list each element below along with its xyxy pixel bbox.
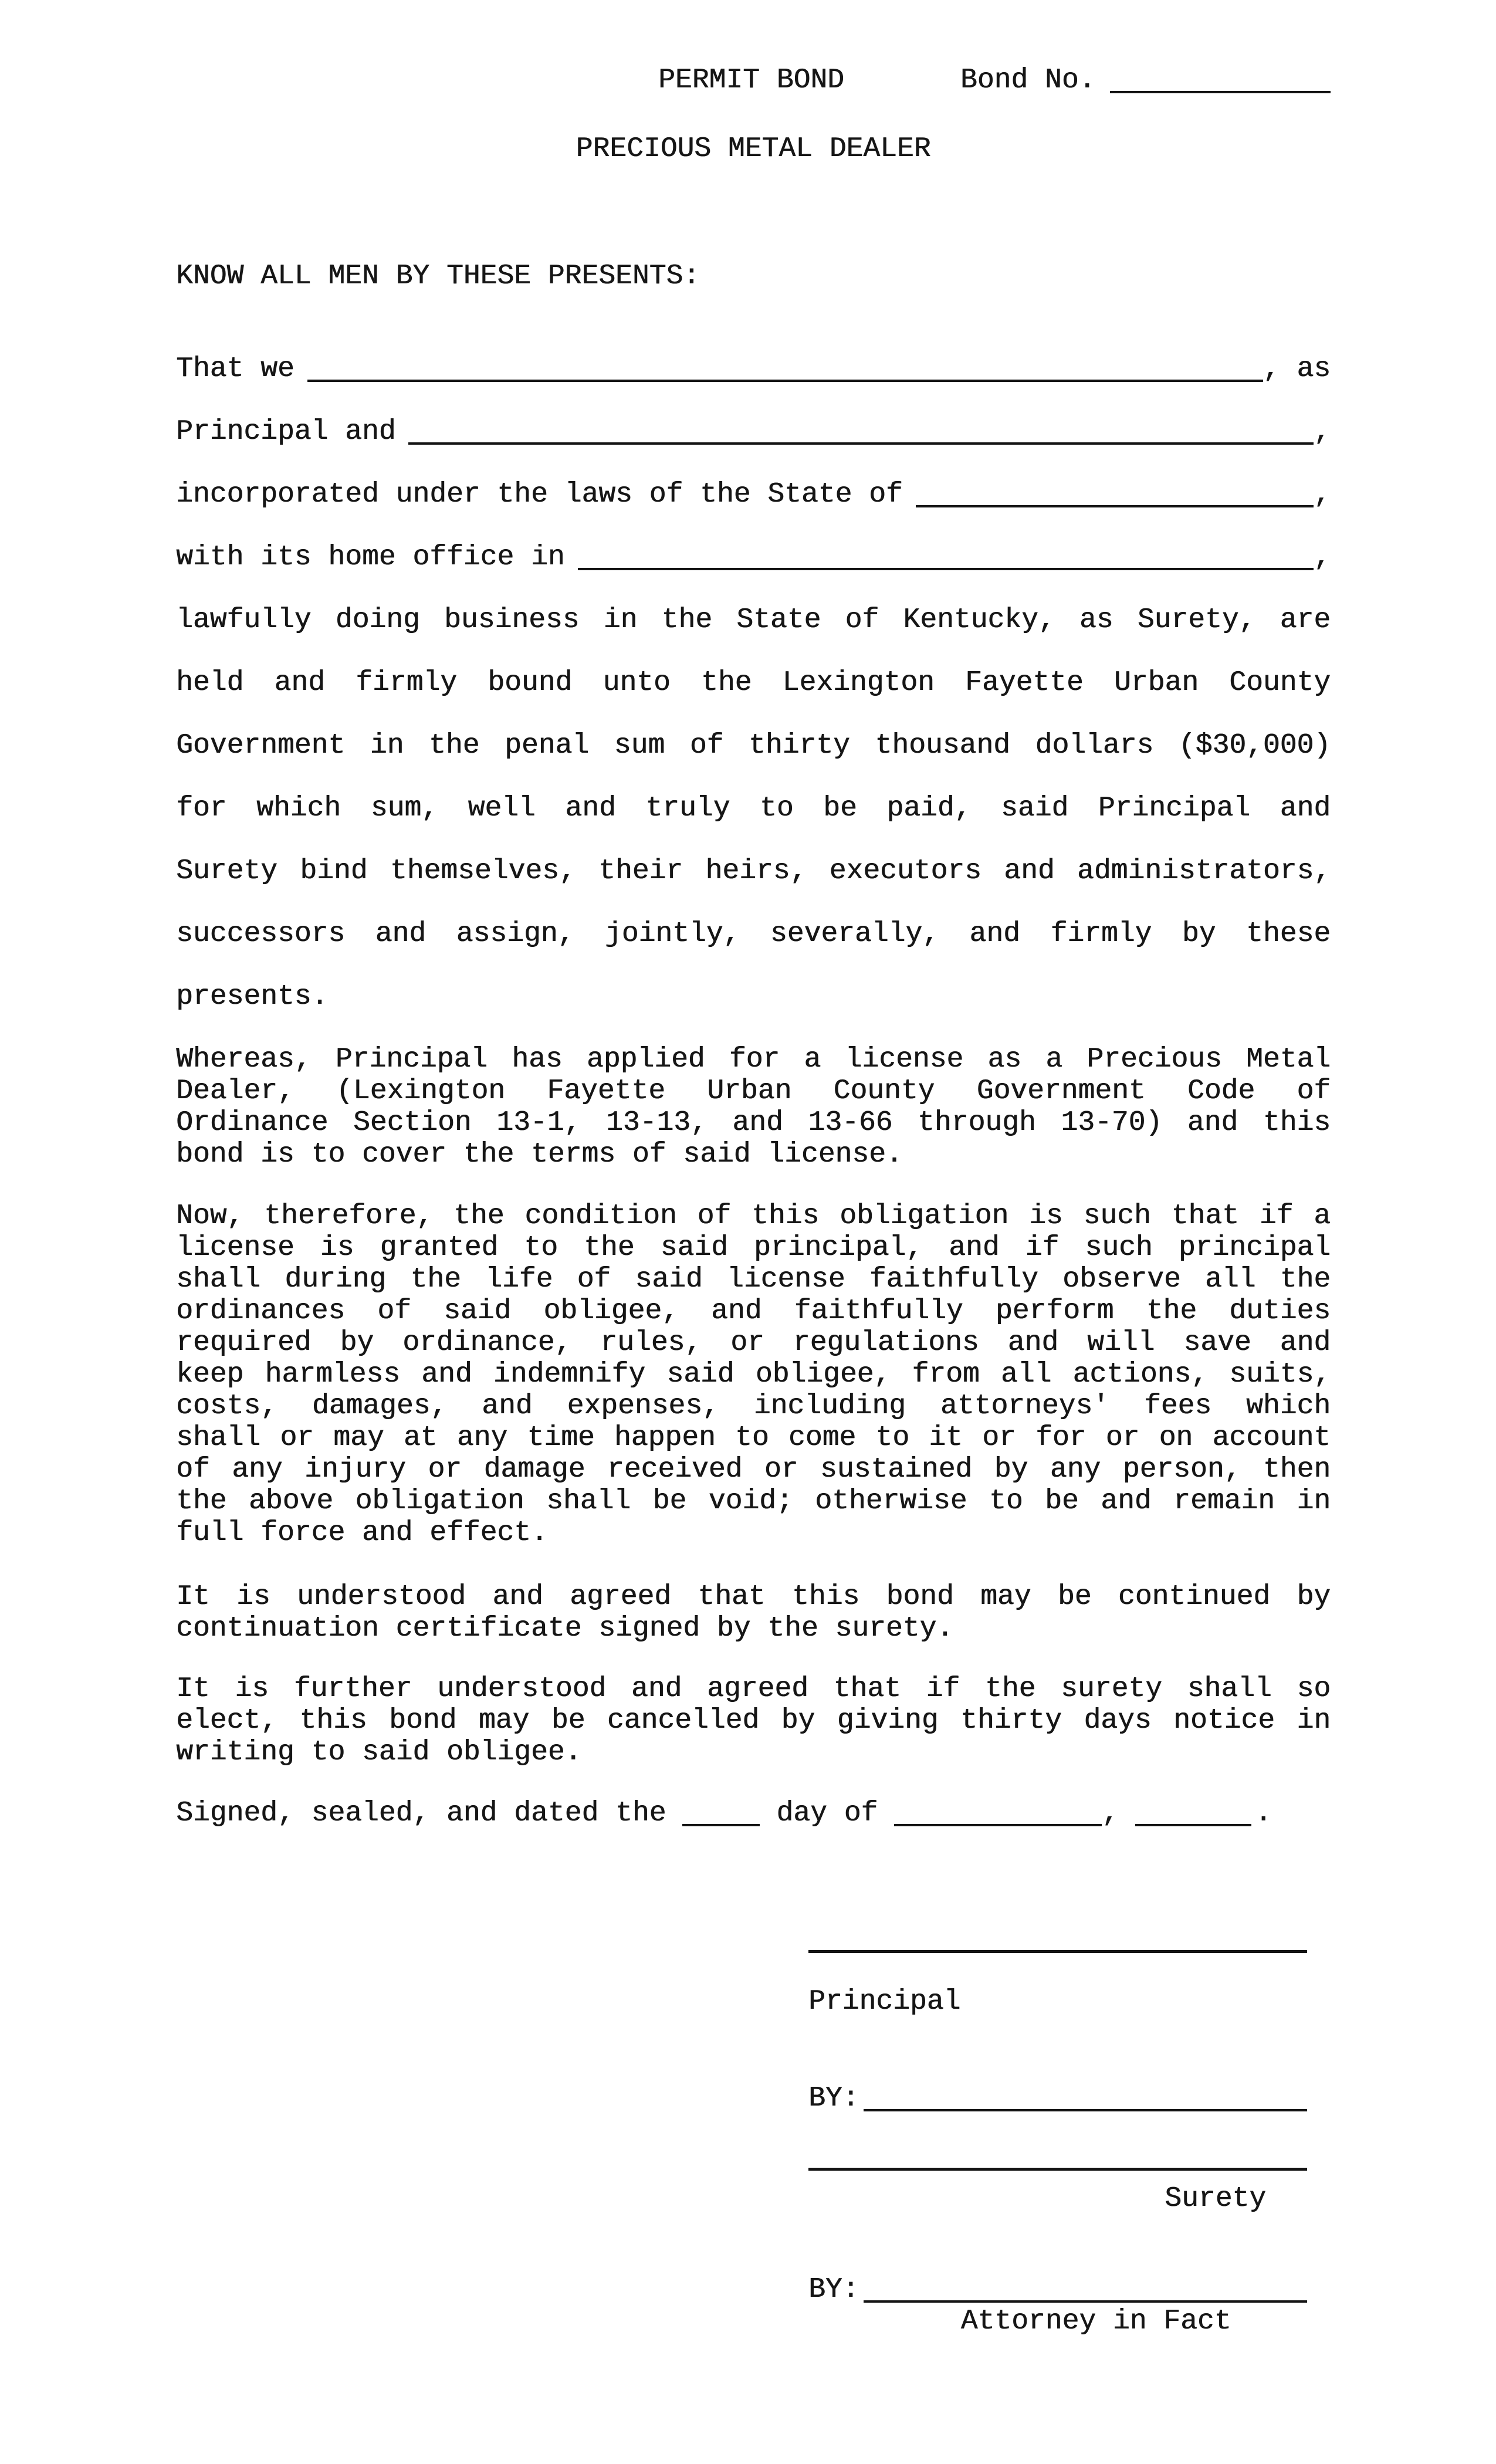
fill-line-pre: incorporated under the laws of the State of [176, 479, 903, 510]
principal-name-blank-line [307, 380, 1263, 382]
signed-line-text: day of [776, 1798, 878, 1829]
paragraph-line: the above obligation shall be void; otherwise to be and remain in [176, 1485, 1331, 1517]
paragraph-whereas [176, 1044, 1331, 1170]
body-line: Government in the penal sum of thirty thousand dollars ($30,000) [176, 730, 1331, 761]
paragraph-condition [176, 1200, 1331, 1549]
fill-line-post: , as [1263, 353, 1331, 385]
attorney-in-fact-label: Attorney in Fact [960, 2306, 1231, 2337]
principal-label: Principal [808, 1986, 961, 2018]
body-line: presents. [176, 981, 329, 1013]
paragraph-line: elect, this bond may be cancelled by giving thirty days notice in [176, 1705, 1331, 1737]
document-subtitle: PRECIOUS METAL DEALER [576, 133, 931, 165]
paragraph-line: It is further understood and agreed that if the surety shall so [176, 1673, 1331, 1705]
paragraph-line: writing to said obligee. [176, 1737, 582, 1768]
document-content [176, 0, 1331, 2337]
fill-line-pre: with its home office in [176, 541, 565, 573]
document-title: PERMIT BOND [658, 65, 844, 96]
principal-by-row [808, 2083, 1307, 2114]
principal-signature-line [808, 1950, 1307, 1953]
signed-line-text: , [1102, 1798, 1119, 1829]
paragraph-line: bond is to cover the terms of said license. [176, 1139, 903, 1170]
fill-line-pre: Principal and [176, 416, 396, 448]
signed-line-text: Signed, sealed, and dated the [176, 1798, 666, 1829]
paragraph-line: Ordinance Section 13-1, 13-13, and 13-66 through 13-70) and this [176, 1107, 1331, 1139]
paragraph-line: of any injury or damage received or sustained by any person, then [176, 1454, 1331, 1485]
bond-no-label: Bond No. [960, 65, 1096, 96]
paragraph-line: keep harmless and indemnify said obligee, from all actions, suits, [176, 1359, 1331, 1390]
fill-line-home-office [176, 541, 1331, 573]
fill-line-post: , [1314, 416, 1331, 448]
fill-line-state [176, 479, 1331, 510]
body-line: for which sum, well and truly to be paid, said Principal and [176, 793, 1331, 824]
month-blank-line [894, 1824, 1102, 1826]
paragraph-line: shall during the life of said license faithfully observe all the [176, 1264, 1331, 1295]
fill-line-surety-name [176, 416, 1331, 448]
body-line: held and firmly bound unto the Lexington Fayette Urban County [176, 667, 1331, 699]
body-line: Surety bind themselves, their heirs, executors and administrators, [176, 855, 1331, 887]
principal-by-blank-line [864, 2109, 1307, 2111]
opening-clause [176, 353, 1331, 1013]
surety-label: Surety [1165, 2183, 1266, 2215]
paragraph-line: continuation certificate signed by the surety. [176, 1613, 954, 1644]
signed-line-text: . [1254, 1798, 1272, 1829]
paragraph-line: shall or may at any time happen to come to it or for or on account [176, 1422, 1331, 1454]
state-blank-line [916, 505, 1314, 507]
year-blank-line [1135, 1824, 1251, 1826]
paragraph-line: license is granted to the said principal, and if such principal [176, 1232, 1331, 1264]
attorney-by-blank-line [864, 2300, 1307, 2303]
signature-block [808, 1950, 1307, 2337]
fill-line-principal-name [176, 353, 1331, 385]
paragraph-line: Dealer, (Lexington Fayette Urban County Government Code of [176, 1075, 1331, 1107]
home-office-blank-line [578, 568, 1314, 570]
paragraph-cancellation [176, 1673, 1331, 1768]
header-row [176, 65, 1331, 96]
paragraph-line: required by ordinance, rules, or regulations and will save and [176, 1327, 1331, 1359]
surety-signature-line [808, 2168, 1307, 2171]
paragraph-line: Whereas, Principal has applied for a license as a Precious Metal [176, 1044, 1331, 1075]
paragraph-line: ordinances of said obligee, and faithfully perform the duties [176, 1295, 1331, 1327]
fill-line-pre: That we [176, 353, 295, 385]
fill-line-post: , [1314, 479, 1331, 510]
day-blank-line [682, 1824, 760, 1826]
surety-by-row [808, 2274, 1307, 2306]
body-line: lawfully doing business in the State of Kentucky, as Surety, are [176, 604, 1331, 636]
surety-name-blank-line [408, 442, 1314, 445]
by-label: BY: [808, 2083, 859, 2114]
fill-line-post: , [1314, 541, 1331, 573]
paragraph-line: costs, damages, and expenses, including attorneys' fees which [176, 1390, 1331, 1422]
paragraph-line: It is understood and agreed that this bond may be continued by [176, 1581, 1331, 1613]
bond-no-blank-line [1110, 91, 1331, 93]
signed-dated-line [176, 1798, 1331, 1829]
by-label: BY: [808, 2274, 859, 2306]
salutation: KNOW ALL MEN BY THESE PRESENTS: [176, 260, 700, 292]
body-line: successors and assign, jointly, severally, and firmly by these [176, 918, 1331, 950]
paragraph-line: full force and effect. [176, 1517, 548, 1549]
paragraph-line: Now, therefore, the condition of this obligation is such that if a [176, 1200, 1331, 1232]
paragraph-continuation [176, 1581, 1331, 1644]
